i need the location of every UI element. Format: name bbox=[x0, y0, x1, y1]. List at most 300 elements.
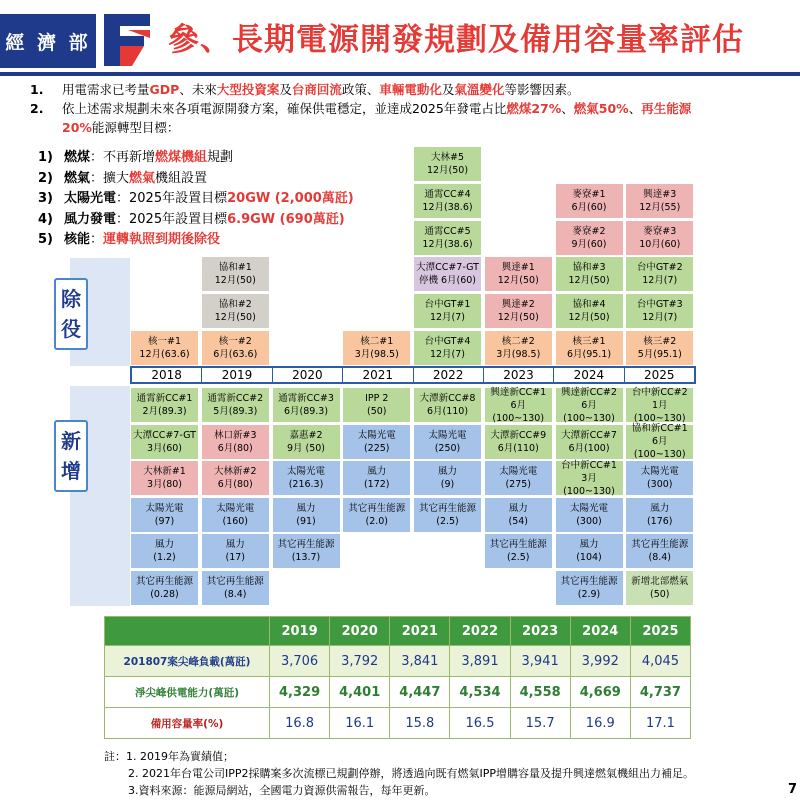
plant-cell-line: 12月(63.6) bbox=[139, 349, 190, 360]
plant-cell-line: 核一#2 bbox=[218, 336, 252, 347]
plant-cell-line: 大潭新CC#9 bbox=[490, 429, 547, 441]
target-number: 5) bbox=[38, 232, 53, 247]
plant-cell bbox=[342, 424, 411, 460]
plant-cell bbox=[413, 330, 482, 366]
plant-cell-line: (9) bbox=[440, 479, 455, 491]
plant-cell-line: 風力 bbox=[508, 502, 528, 514]
plant-cell bbox=[484, 330, 553, 366]
note-3: 3.資料來源：能源局網站，全國電力資源供需報告，每年更新。 bbox=[128, 784, 436, 797]
plant-cell-line: 協和#1 bbox=[218, 262, 252, 274]
plant-cell bbox=[413, 183, 482, 219]
target-segment: ： bbox=[90, 232, 104, 247]
col-header-year: 2025 bbox=[630, 617, 690, 646]
plant-cell-line: 停機 6月(60) bbox=[418, 275, 477, 287]
plant-cell-line: 3月(98.5) bbox=[354, 349, 399, 360]
plant-cell bbox=[130, 533, 199, 569]
plant-cell-line: 興達#2 bbox=[501, 299, 535, 311]
plant-cell-line: (2.9) bbox=[577, 589, 601, 600]
plant-cell-line: 台中GT#3 bbox=[636, 299, 683, 311]
plant-cell bbox=[555, 460, 624, 496]
plant-cell-line: (2.5) bbox=[506, 552, 530, 564]
plant-cell-line: 1月(100~130) bbox=[633, 399, 686, 424]
target-segment: 燃煤機組 bbox=[155, 150, 208, 165]
bullet-segment: 再生能源 bbox=[641, 101, 692, 116]
plant-cell-line: 12月(50) bbox=[497, 275, 539, 287]
plant-cell-line: 12月(7) bbox=[642, 312, 678, 324]
plant-cell bbox=[413, 220, 482, 256]
plant-cell bbox=[201, 497, 270, 533]
plant-cell bbox=[625, 256, 694, 292]
plant-cell bbox=[272, 497, 341, 533]
table-cell: 4,534 bbox=[450, 677, 510, 708]
plant-cell-line: 風力 bbox=[579, 539, 599, 551]
target-segment: 6.9GW (690萬瓩) bbox=[227, 211, 345, 227]
plant-cell-line: 其它再生能源 bbox=[489, 539, 547, 551]
bullet-segment: 、 bbox=[628, 101, 642, 116]
plant-cell bbox=[625, 424, 694, 460]
plant-cell-line: 風力 bbox=[650, 502, 670, 514]
bullet-segment: 燃煤27% bbox=[506, 101, 562, 116]
plant-cell bbox=[625, 387, 694, 423]
table-cell: 3,841 bbox=[390, 646, 450, 677]
plant-cell bbox=[484, 533, 553, 569]
table-cell: 3,792 bbox=[330, 646, 390, 677]
plant-cell-line: (176) bbox=[646, 515, 673, 527]
plant-cell-line: 6月(80) bbox=[217, 442, 253, 454]
table-cell: 17.1 bbox=[630, 708, 690, 739]
plant-cell bbox=[484, 460, 553, 496]
plant-cell-line: 核三#1 bbox=[572, 336, 606, 347]
plant-cell bbox=[484, 387, 553, 423]
retire-label: 除 役 bbox=[54, 278, 88, 350]
bullet-text bbox=[62, 118, 179, 137]
target-item bbox=[38, 148, 354, 169]
bullet-item bbox=[30, 99, 790, 118]
plant-cell-line: 其它再生能源 bbox=[206, 576, 264, 587]
table-row bbox=[105, 646, 691, 677]
plant-cell-line: (250) bbox=[434, 442, 461, 454]
plant-cell-line: (91) bbox=[296, 515, 316, 527]
bullet-item bbox=[30, 80, 790, 99]
plant-cell bbox=[555, 497, 624, 533]
bullet-segment: GDP bbox=[149, 82, 180, 97]
bullet-segment: 及 bbox=[441, 82, 455, 97]
plant-cell bbox=[413, 256, 482, 292]
target-item bbox=[38, 189, 354, 210]
plant-cell-line: (0.28) bbox=[150, 589, 179, 600]
plant-cell-line: 嘉惠#2 bbox=[289, 429, 323, 441]
table-cell: 4,045 bbox=[630, 646, 690, 677]
plant-cell bbox=[625, 497, 694, 533]
year-label: 2018 bbox=[132, 368, 202, 382]
plant-cell-line: 大潭CC#7-GT bbox=[416, 262, 479, 274]
plant-cell-line: 6月(100~130) bbox=[492, 399, 545, 424]
plant-cell-line: 大潭新CC#7 bbox=[561, 429, 617, 441]
target-segment: 燃氣 bbox=[64, 170, 91, 186]
plant-cell bbox=[625, 570, 694, 606]
plant-cell-line: 興達#3 bbox=[643, 188, 677, 200]
header bbox=[0, 0, 800, 78]
plant-cell bbox=[555, 570, 624, 606]
table-cell: 16.8 bbox=[270, 708, 330, 739]
plant-cell bbox=[272, 460, 341, 496]
plant-cell-line: (1.2) bbox=[153, 552, 176, 564]
target-number: 2) bbox=[38, 170, 53, 186]
plant-cell bbox=[272, 533, 341, 569]
target-item bbox=[38, 210, 354, 231]
plant-cell-line: 其它再生能源 bbox=[277, 539, 335, 551]
target-segment: 規劃 bbox=[207, 150, 234, 165]
plant-cell-line: 台中新CC#1 bbox=[561, 459, 617, 471]
plant-cell-line: 3月(60) bbox=[146, 442, 183, 454]
target-number: 1) bbox=[38, 150, 53, 165]
table-cell: 3,706 bbox=[270, 646, 330, 677]
table-header-row bbox=[105, 617, 691, 646]
plant-cell-line: 12月(50) bbox=[497, 312, 539, 324]
plant-cell-line: 大林#5 bbox=[430, 152, 464, 163]
add-label: 新 增 bbox=[54, 420, 88, 492]
plant-cell-line: 12月(50) bbox=[568, 275, 610, 287]
plant-cell-line: 12月(38.6) bbox=[422, 201, 473, 213]
plant-cell-line: 太陽光電 bbox=[569, 502, 608, 514]
plant-cell-line: 核二#1 bbox=[360, 336, 394, 347]
plant-cell-line: 大林新#2 bbox=[213, 466, 257, 478]
plant-cell-line: (13.7) bbox=[291, 552, 321, 564]
plant-cell-line: 興達新CC#1 bbox=[490, 386, 547, 398]
plant-cell-line: 其它再生能源 bbox=[348, 502, 406, 514]
plant-cell-line: 12月(7) bbox=[642, 275, 678, 287]
plant-cell-line: 核一#1 bbox=[147, 336, 181, 347]
plant-cell-line: 12月(7) bbox=[429, 312, 466, 324]
plant-cell-line: 風力 bbox=[367, 466, 387, 478]
bullet-segment: 依上述需求規劃未來各項電源開發方案，確保供電穩定，並達成2025年發電占比 bbox=[62, 101, 507, 116]
note-2: 2. 2021年台電公司IPP2採購案多次流標已規劃停辦，將透過向既有燃氣IPP增購容量及提升興達燃氣機組出力補足。 bbox=[128, 767, 695, 780]
target-segment: 運轉執照到期後除役 bbox=[103, 232, 221, 247]
target-segment: ：2025年設置目標 bbox=[116, 191, 228, 206]
page-title: 參、長期電源開發規劃及備用容量率評估 bbox=[168, 22, 744, 58]
table-cell: 4,558 bbox=[510, 677, 570, 708]
plant-cell bbox=[201, 424, 270, 460]
plant-cell bbox=[625, 293, 694, 329]
plant-cell bbox=[625, 460, 694, 496]
plant-cell bbox=[413, 293, 482, 329]
plant-cell bbox=[130, 570, 199, 606]
col-header-year: 2020 bbox=[330, 617, 390, 646]
plant-cell-line: 太陽光電 bbox=[357, 429, 396, 441]
table-body bbox=[105, 646, 691, 739]
plant-cell-line: 6月(100) bbox=[568, 442, 610, 454]
plant-cell-line: 9月 (50) bbox=[286, 442, 326, 454]
plant-cell-line: 大潭新CC#8 bbox=[419, 393, 476, 404]
header-divider bbox=[0, 72, 800, 76]
target-number: 3) bbox=[38, 191, 53, 206]
bullet-segment: 等影響因素。 bbox=[504, 82, 580, 97]
plant-cell bbox=[201, 460, 270, 496]
plant-cell-line: 台中GT#2 bbox=[636, 262, 683, 274]
plant-cell-line: 台中GT#1 bbox=[424, 299, 471, 311]
plant-cell-line: 9月(60) bbox=[571, 238, 607, 250]
plant-cell bbox=[342, 330, 411, 366]
bullet-segment: 及 bbox=[279, 82, 292, 97]
plant-cell-line: (172) bbox=[363, 479, 390, 491]
plant-cell bbox=[484, 424, 553, 460]
bullet-number: 2. bbox=[30, 101, 44, 116]
plant-cell bbox=[625, 183, 694, 219]
bullet-segment: 台商回流 bbox=[291, 82, 342, 97]
plant-cell-line: 6月(80) bbox=[217, 479, 253, 491]
plant-cell-line: 核三#2 bbox=[643, 336, 677, 347]
plant-cell-line: 大林新#1 bbox=[143, 466, 186, 478]
plant-cell bbox=[555, 293, 624, 329]
table-cell: 4,669 bbox=[570, 677, 630, 708]
table-cell: 15.8 bbox=[390, 708, 450, 739]
target-segment: 太陽光電 bbox=[64, 191, 117, 206]
bullet-segment: 大型投資案 bbox=[216, 82, 280, 97]
col-header-year: 2021 bbox=[390, 617, 450, 646]
plant-cell bbox=[625, 330, 694, 366]
org-label: 經 濟 部 bbox=[0, 14, 96, 68]
col-header-year: 2022 bbox=[450, 617, 510, 646]
plant-cell-line: 興達新CC#2 bbox=[561, 386, 617, 398]
plant-cell bbox=[201, 293, 270, 329]
plant-cell bbox=[484, 293, 553, 329]
table-corner bbox=[105, 617, 270, 646]
plant-cell-line: 麥寮#2 bbox=[572, 225, 606, 237]
bullet-segment: 20% bbox=[62, 120, 92, 135]
plant-cell-line: 麥寮#1 bbox=[572, 188, 606, 200]
plant-cell bbox=[272, 424, 341, 460]
year-label: 2024 bbox=[554, 368, 624, 382]
row-label: 淨尖峰供電能力(萬瓩) bbox=[105, 677, 270, 708]
plant-cell-line: 太陽光電 bbox=[216, 502, 255, 514]
plant-cell-line: (50) bbox=[649, 589, 670, 600]
bullet-segment: 、 bbox=[561, 101, 574, 116]
plant-cell-line: 風力 bbox=[437, 466, 457, 478]
plant-cell-line: (104) bbox=[576, 552, 602, 564]
plant-cell-line: 新增北部燃氣 bbox=[631, 576, 689, 587]
col-header-year: 2024 bbox=[570, 617, 630, 646]
table-cell: 3,891 bbox=[450, 646, 510, 677]
plant-cell bbox=[555, 533, 624, 569]
plant-cell-line: (225) bbox=[363, 442, 390, 454]
plant-cell bbox=[130, 424, 199, 460]
plant-cell-line: 3月(80) bbox=[146, 479, 183, 491]
plant-cell bbox=[555, 256, 624, 292]
bullet-number: 1. bbox=[30, 82, 44, 97]
plant-cell-line: 通霄新CC#1 bbox=[136, 393, 193, 404]
plant-cell-line: 太陽光電 bbox=[428, 429, 467, 441]
plant-cell bbox=[201, 387, 270, 423]
table-cell: 16.9 bbox=[570, 708, 630, 739]
plant-cell-line: 大潭CC#7-GT bbox=[133, 429, 196, 441]
plant-cell bbox=[555, 220, 624, 256]
table-cell: 3,941 bbox=[510, 646, 570, 677]
bullet-list bbox=[30, 80, 790, 137]
table-cell: 16.1 bbox=[330, 708, 390, 739]
plant-cell bbox=[555, 387, 624, 423]
target-item bbox=[38, 169, 354, 190]
bullet-segment: 氣溫變化 bbox=[454, 82, 505, 97]
plant-cell-line: 通霄CC#4 bbox=[424, 188, 471, 200]
table-row bbox=[105, 677, 691, 708]
plant-cell-line: 6月(95.1) bbox=[566, 349, 612, 360]
plant-cell-line: 其它再生能源 bbox=[631, 539, 689, 551]
col-header-year: 2019 bbox=[270, 617, 330, 646]
table-cell: 4,329 bbox=[270, 677, 330, 708]
plant-cell-line: 12月(7) bbox=[429, 349, 466, 360]
table-cell: 16.5 bbox=[450, 708, 510, 739]
bullet-segment: 燃氣50% bbox=[573, 101, 629, 116]
plant-cell-line: 12月(50) bbox=[568, 312, 610, 324]
plant-cell-line: 太陽光電 bbox=[286, 466, 325, 478]
target-number: 4) bbox=[38, 211, 53, 227]
table-row bbox=[105, 708, 691, 739]
plant-cell-line: 通霄CC#5 bbox=[424, 225, 471, 237]
table-cell: 15.7 bbox=[510, 708, 570, 739]
plant-cell-line: (17) bbox=[225, 552, 245, 564]
energy-target-list bbox=[38, 148, 354, 251]
plant-cell bbox=[413, 497, 482, 533]
plant-cell-line: 12月(38.6) bbox=[422, 238, 473, 250]
plant-cell-line: (275) bbox=[505, 479, 532, 491]
plant-cell-line: 通霄新CC#2 bbox=[207, 393, 264, 404]
plant-cell-line: 3月(98.5) bbox=[496, 349, 541, 360]
plant-cell bbox=[555, 330, 624, 366]
note-1: 註：1. 2019年為實績值； bbox=[104, 750, 234, 763]
year-label: 2022 bbox=[414, 368, 484, 382]
plant-cell bbox=[413, 424, 482, 460]
target-segment: ：不再新增 bbox=[90, 150, 156, 165]
bullet-number bbox=[30, 118, 62, 137]
plant-cell bbox=[625, 533, 694, 569]
bullet-segment: 車輛電動化 bbox=[379, 82, 442, 97]
plant-cell bbox=[130, 387, 199, 423]
plant-cell bbox=[555, 183, 624, 219]
plant-cell-line: 林口新#3 bbox=[213, 429, 257, 441]
target-segment: 20GW (2,000萬瓩) bbox=[227, 191, 354, 206]
plant-cell bbox=[342, 387, 411, 423]
footnotes bbox=[104, 748, 784, 799]
plant-cell bbox=[413, 146, 482, 182]
plant-cell bbox=[555, 424, 624, 460]
bullet-item bbox=[30, 118, 790, 137]
plant-cell-line: (2.5) bbox=[436, 515, 459, 527]
target-segment: 燃煤 bbox=[64, 150, 91, 165]
plant-cell-line: 12月(50) bbox=[214, 275, 256, 287]
plant-cell-line: 麥寮#3 bbox=[643, 225, 677, 237]
plant-cell-line: 6月(110) bbox=[497, 442, 539, 454]
plant-cell-line: 6月(60) bbox=[571, 201, 607, 213]
plant-cell bbox=[342, 497, 411, 533]
plant-cell-line: (300) bbox=[646, 479, 673, 491]
plant-cell bbox=[130, 497, 199, 533]
plant-cell-line: 風力 bbox=[296, 502, 316, 514]
plant-cell bbox=[201, 533, 270, 569]
plant-cell-line: 6月(89.3) bbox=[283, 406, 329, 417]
plant-cell bbox=[130, 460, 199, 496]
plant-cell-line: 協和#3 bbox=[572, 262, 606, 274]
plant-cell bbox=[201, 570, 270, 606]
plant-cell bbox=[625, 220, 694, 256]
bullet-segment: 用電需求已考量 bbox=[62, 82, 150, 97]
moea-logo-icon bbox=[98, 10, 156, 70]
plant-cell-line: 其它再生能源 bbox=[560, 576, 618, 587]
reserve-table bbox=[104, 616, 691, 739]
plant-cell-line: 台中新CC#2 bbox=[631, 386, 688, 398]
table-cell: 4,737 bbox=[630, 677, 690, 708]
target-segment: 機組設置 bbox=[155, 170, 208, 186]
plant-cell-line: 6月(100~130) bbox=[633, 436, 686, 461]
bullet-text bbox=[62, 99, 691, 118]
target-segment: ：擴大 bbox=[90, 170, 130, 186]
plant-cell-line: 5月(89.3) bbox=[213, 406, 258, 417]
plant-cell-line: 12月(55) bbox=[639, 201, 681, 213]
target-segment: 風力發電 bbox=[64, 211, 117, 227]
plant-cell-line: 協和#4 bbox=[572, 299, 606, 311]
plant-cell bbox=[130, 330, 199, 366]
plant-cell-line: 興達#1 bbox=[501, 262, 535, 274]
table-cell: 4,401 bbox=[330, 677, 390, 708]
target-segment: ：2025年設置目標 bbox=[116, 211, 228, 227]
plant-cell-line: (97) bbox=[154, 515, 175, 527]
year-label: 2023 bbox=[484, 368, 554, 382]
plant-cell-line: 12月(50) bbox=[426, 165, 469, 176]
plant-cell-line: 6月(63.6) bbox=[213, 349, 258, 360]
bullet-segment: 、未來 bbox=[179, 82, 217, 97]
plant-cell bbox=[201, 256, 270, 292]
plant-cell-line: 太陽光電 bbox=[499, 466, 538, 478]
plant-cell bbox=[201, 330, 270, 366]
table-cell: 3,992 bbox=[570, 646, 630, 677]
plant-cell-line: (54) bbox=[508, 515, 528, 527]
table-cell: 4,447 bbox=[390, 677, 450, 708]
plant-cell-line: 其它再生能源 bbox=[418, 502, 476, 514]
plant-cell bbox=[272, 387, 341, 423]
plant-cell-line: 3月(100~130) bbox=[563, 472, 615, 497]
plant-cell-line: 協和#2 bbox=[218, 299, 252, 311]
col-header-year: 2023 bbox=[510, 617, 570, 646]
plant-cell-line: 通霄新CC#3 bbox=[278, 393, 334, 404]
plant-cell-line: 核二#2 bbox=[501, 336, 535, 347]
target-segment: 核能 bbox=[64, 232, 91, 247]
year-label: 2021 bbox=[343, 368, 413, 382]
bullet-segment: 政策、 bbox=[341, 82, 380, 97]
year-label: 2025 bbox=[644, 368, 675, 382]
plant-cell-line: 風力 bbox=[225, 539, 245, 551]
plant-cell-line: 台中GT#4 bbox=[424, 336, 471, 347]
plant-cell-line: (2.0) bbox=[365, 515, 389, 527]
row-label: 201807案尖峰負載(萬瓩) bbox=[105, 646, 270, 677]
plant-cell-line: 6月(100~130) bbox=[563, 399, 615, 424]
plant-cell-line: 風力 bbox=[154, 539, 174, 551]
plant-cell-line: 太陽光電 bbox=[640, 466, 679, 478]
plant-cell-line: (216.3) bbox=[288, 479, 324, 491]
year-label: 2020 bbox=[273, 368, 343, 382]
plant-cell-line: (160) bbox=[222, 515, 249, 527]
plant-cell-line: 12月(50) bbox=[214, 312, 256, 324]
plant-cell-line: 2月(89.3) bbox=[142, 406, 187, 417]
plant-cell-line: (8.4) bbox=[223, 589, 247, 600]
plant-cell-line: (50) bbox=[366, 406, 387, 417]
year-label: 2019 bbox=[202, 368, 272, 382]
plant-cell bbox=[484, 497, 553, 533]
plant-cell-line: (300) bbox=[576, 515, 602, 527]
plant-cell-line: 6月(110) bbox=[426, 406, 469, 417]
plant-cell bbox=[413, 387, 482, 423]
plant-cell bbox=[413, 460, 482, 496]
plant-cell-line: 其它再生能源 bbox=[135, 576, 193, 587]
plant-cell bbox=[484, 256, 553, 292]
